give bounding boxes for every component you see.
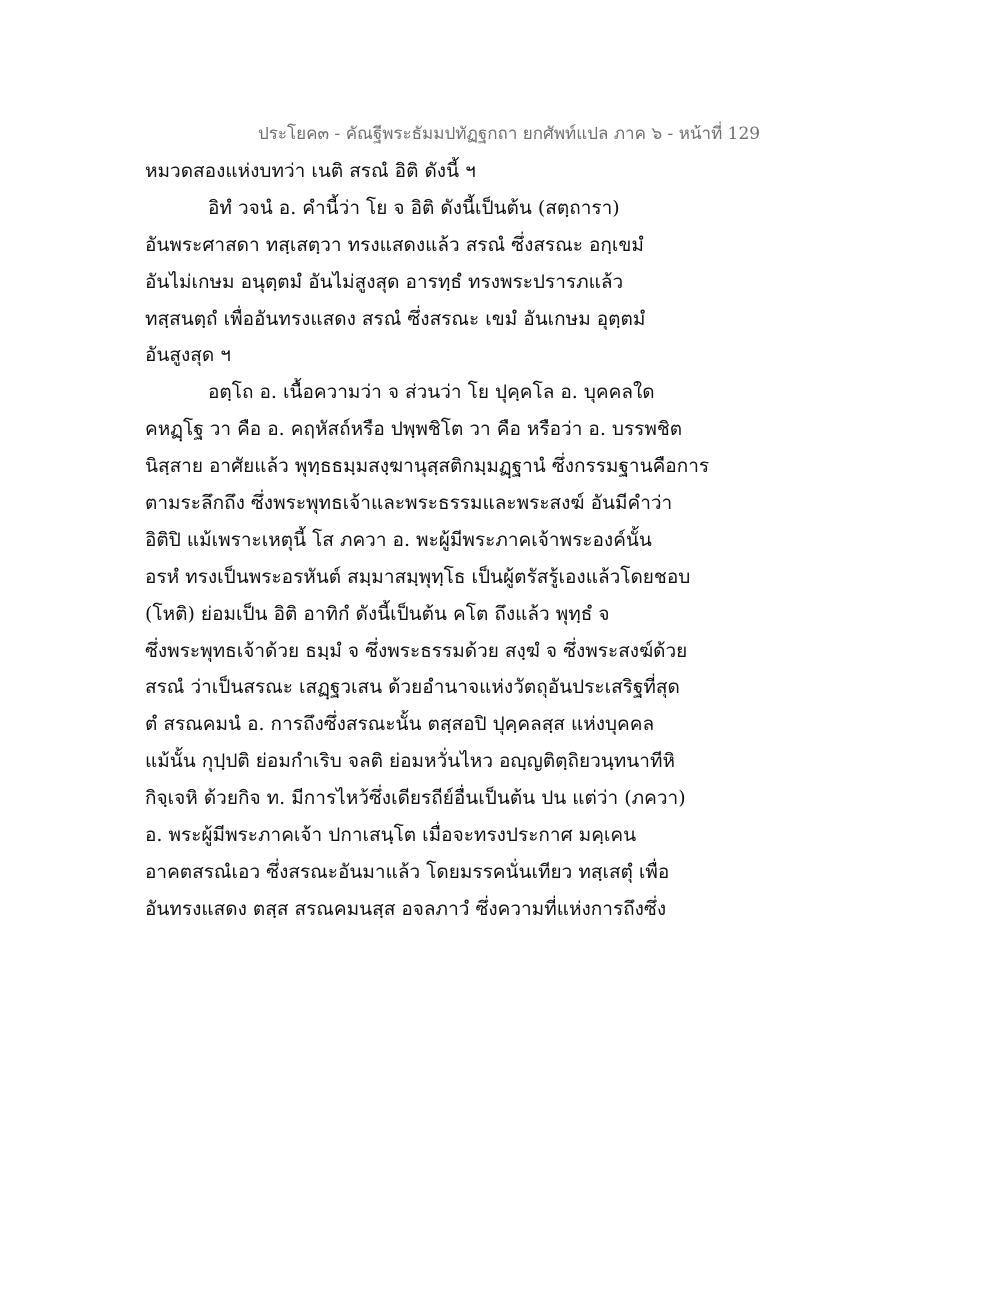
text-line: นิสฺสาย อาศัยแล้ว พุทฺธธมฺมสงฺฆานุสฺสติกมฺมฏฺฐานํ ซึ่งกรรมฐานคือการ bbox=[145, 455, 710, 478]
text-line: คหฏฺโฐ วา คือ อ. คฤหัสถ์หรือ ปพฺพชิโต วา คือ หรือว่า อ. บรรพชิต bbox=[145, 418, 683, 441]
page-header: ประโยค๓ - คัณฐีพระธัมมปทัฏฐกถา ยกศัพท์แปล ภาค ๖ - หน้าที่ 129 bbox=[258, 124, 761, 144]
text-line: อรหํ ทรงเป็นพระอรหันต์ สมฺมาสมฺพุทฺโธ เป็นผู้ตรัสรู้เองแล้วโดยชอบ bbox=[145, 565, 691, 588]
text-line: ตํ สรณคมนํ อ. การถึงซึ่งสรณะนั้น ตสฺสอปิ ปุคฺคลสฺส แห่งบุคคล bbox=[145, 713, 655, 736]
text-line: (โหติ) ย่อมเป็น อิติ อาทิกํ ดังนี้เป็นต้น คโต ถึงแล้ว พุทฺธํ จ bbox=[145, 602, 610, 625]
text-line: อ. พระผู้มีพระภาคเจ้า ปกาเสนฺโต เมื่อจะทรงประกาศ มคฺเคน bbox=[145, 824, 637, 847]
text-line: อาคตสรณํเอว ซึ่งสรณะอันมาแล้ว โดยมรรคนั่นเทียว ทสฺเสตุํ เพื่อ bbox=[145, 860, 670, 883]
text-line: สรณํ ว่าเป็นสรณะ เสฏฺฐวเสน ด้วยอำนาจแห่งวัตถุอันประเสริฐที่สุด bbox=[145, 676, 680, 699]
text-line: อิทํ วจนํ อ. คำนี้ว่า โย จ อิติ ดังนี้เป็นต้น (สตฺถารา) bbox=[208, 196, 620, 219]
text-line: อันพระศาสดา ทสฺเสตฺวา ทรงแสดงแล้ว สรณํ ซึ่งสรณะ อกฺเขมํ bbox=[145, 233, 644, 256]
text-line: อันทรงแสดง ตสฺส สรณคมนสฺส อจลภาวํ ซึ่งความที่แห่งการถึงซึ่ง bbox=[145, 897, 667, 920]
text-line: อันไม่เกษม อนุตฺตมํ อันไม่สูงสุด อารทฺธํ ทรงพระปรารภแล้ว bbox=[145, 270, 624, 293]
text-line: แม้นั้น กุปฺปติ ย่อมกำเริบ จลติ ย่อมหวั่นไหว อญฺญติตฺถิยวนฺทนาทีหิ bbox=[145, 750, 676, 773]
text-line: กิจฺเจหิ ด้วยกิจ ท. มีการไหว้ซึ่งเดียรถีย์อื่นเป็นต้น ปน แต่ว่า (ภควา) bbox=[145, 787, 686, 810]
text-line: หมวดสองแห่งบทว่า เนติ สรณํ อิติ ดังนี้ ฯ bbox=[145, 160, 476, 182]
text-line: ซึ่งพระพุทธเจ้าด้วย ธมฺมํ จ ซึ่งพระธรรมด้วย สงฺฆํ จ ซึ่งพระสงฆ์ด้วย bbox=[145, 639, 688, 662]
text-line: อิติปิ แม้เพราะเหตุนี้ โส ภควา อ. พะผู้มีพระภาคเจ้าพระองค์นั้น bbox=[145, 528, 652, 551]
text-line: อันสูงสุด ฯ bbox=[145, 344, 231, 367]
text-line: ทสฺสนตฺถํ เพื่ออันทรงแสดง สรณํ ซึ่งสรณะ เขมํ อันเกษม อุตฺตมํ bbox=[145, 307, 646, 330]
text-line: ตามระลึกถึง ซึ่งพระพุทธเจ้าและพระธรรมและพระสงฆ์ อันมีคำว่า bbox=[145, 492, 673, 515]
body-text bbox=[145, 153, 885, 928]
text-line: อตฺโถ อ. เนื้อความว่า จ ส่วนว่า โย ปุคฺคโล อ. บุคคลใด bbox=[208, 381, 655, 404]
